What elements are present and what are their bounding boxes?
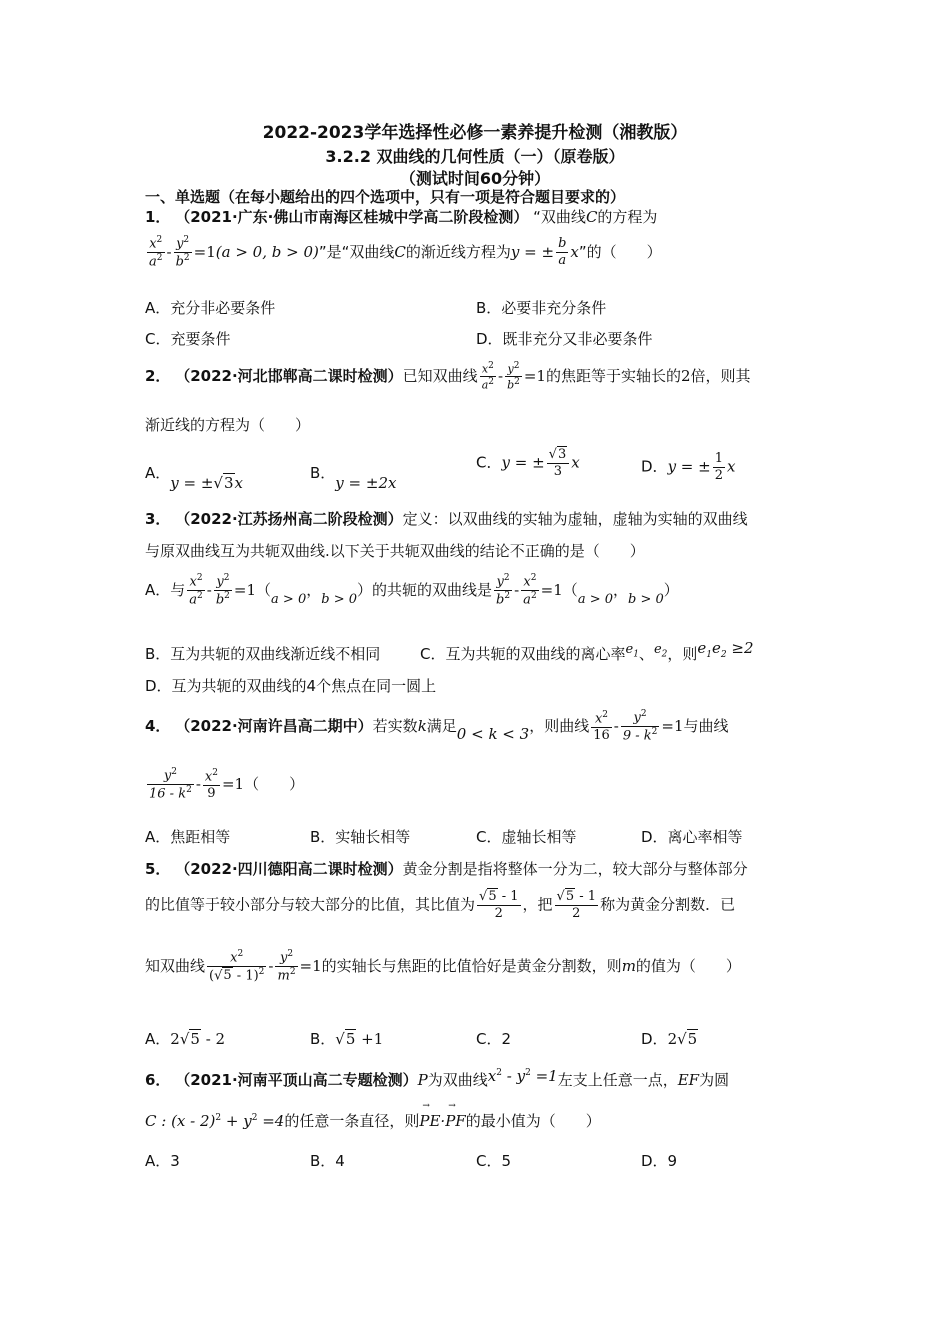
question-4-line-2: $\frac{y^2}{16 - k^2}$ - $\frac{x^2}{9}$ =1（ ） <box>149 767 305 802</box>
option-label: B． <box>310 464 336 482</box>
question-text: ”是“双曲线 <box>318 242 395 261</box>
math-var: P <box>417 1071 428 1089</box>
q3-option-b[interactable]: B．互为共轭的双曲线渐近线不相同 <box>145 645 381 663</box>
fraction: $\frac{√5 - 1}{2}$ <box>556 889 597 921</box>
question-text: 已知双曲线 <box>402 367 478 386</box>
option-label: D． <box>641 457 668 476</box>
q1-option-b[interactable]: B．必要非充分条件 <box>476 299 607 317</box>
question-source: （2022·四川德阳高二课时检测） <box>175 860 403 878</box>
q2-option-d[interactable]: D．y = ± $\frac{1}{2}$ x <box>641 451 736 483</box>
question-number: 6． <box>145 1071 171 1089</box>
fraction: $\frac{y^2}{9 - k^2}$ <box>622 709 658 744</box>
math-condition: (a > 0, b > 0) <box>215 242 319 261</box>
q1-option-c[interactable]: C．充要条件 <box>145 330 231 348</box>
fraction: $\frac{√5 - 1}{2}$ <box>479 889 519 921</box>
q3-option-a[interactable]: A．与 $\frac{x^2}{a^2}$ - $\frac{y^2}{b^2}$ =1（a > 0，b > 0）的共轭的双曲线是 $\frac{y^2}{b^2}$ - $\frac{x^2}{a^2}$ =1（a > 0，b > 0） <box>145 573 679 608</box>
question-text: ，则曲线 <box>529 716 590 735</box>
math-var: m <box>621 956 636 975</box>
question-text: 的任意一条直径，则 <box>284 1112 420 1130</box>
q3-option-d[interactable]: D．互为共轭的双曲线的4个焦点在同一圆上 <box>145 677 437 695</box>
question-text: 的最小值为（ ） <box>465 1112 601 1130</box>
question-text: 称为黄金分割数．已 <box>600 895 736 914</box>
question-text: 的焦距等于实轴长的 <box>545 367 681 386</box>
question-text: 为圆 <box>699 1071 730 1089</box>
question-text: “双曲线 <box>533 208 586 226</box>
math-var: k <box>417 716 427 735</box>
question-number: 1． <box>145 208 171 226</box>
q4-option-c[interactable]: C．虚轴长相等 <box>476 828 577 846</box>
q5-option-d[interactable]: D．2√5 <box>641 1030 698 1048</box>
q2-option-b[interactable]: B．y = ±2x <box>310 464 397 492</box>
fraction: $\frac{y^2}{b^2}$ <box>215 573 230 608</box>
math-asymptote: y = ± <box>510 242 555 261</box>
question-text: 为双曲线 <box>427 1071 488 1089</box>
question-text: 与曲线 <box>683 716 729 735</box>
q6-option-a[interactable]: A．3 <box>145 1152 180 1170</box>
option-label: C． <box>476 453 502 472</box>
fraction: $\frac{x^2}{a^2}$ <box>481 361 494 392</box>
question-5-line-3: 知双曲线 $\frac{x^2}{(√5 - 1)^2}$ - $\frac{y^2}{m^2}$ =1的实轴长与焦距的比值恰好是黄金分割数，则m的值为（ ） <box>145 949 741 984</box>
option-label: A． <box>145 1030 171 1048</box>
q5-option-c[interactable]: C．2 <box>476 1030 512 1048</box>
question-1-line-1 <box>145 206 657 227</box>
q6-option-c[interactable]: C．5 <box>476 1152 512 1170</box>
question-5-line-1 <box>145 858 748 879</box>
question-number: 4． <box>145 716 171 735</box>
question-source: （2022·江苏扬州高二阶段检测） <box>175 510 403 528</box>
q4-option-d[interactable]: D．离心率相等 <box>641 828 743 846</box>
q6-option-b[interactable]: B．4 <box>310 1152 345 1170</box>
option-label: B． <box>310 1030 336 1048</box>
question-text: 的值为（ ） <box>635 956 741 975</box>
fraction: $\frac{y^2}{b^2}$ <box>496 573 511 608</box>
document-subtitle: 3.2.2 双曲线的几何性质（一）（原卷版） <box>325 147 625 166</box>
question-source: （2022·河北邯郸高二课时检测） <box>175 367 403 386</box>
fraction: $\frac{y^2}{16 - k^2}$ <box>149 767 192 802</box>
fraction: $\frac{b}{a}$ <box>558 236 567 268</box>
fraction: $\frac{√3}{3}$ <box>547 448 570 478</box>
option-text: 的共轭的双曲线是 <box>372 580 493 599</box>
q6-option-d[interactable]: D．9 <box>641 1152 678 1170</box>
math-var: C <box>394 242 406 261</box>
q5-option-a[interactable]: A．2√5 - 2 <box>145 1030 226 1048</box>
fraction: $\frac{x^2}{(√5 - 1)^2}$ <box>209 949 265 984</box>
question-1-line-2: $\frac{x^2}{a^2}$ - $\frac{y^2}{b^2}$ =1(a > 0, b > 0)”是“双曲线C的渐近线方程为y = ± $\frac{b}{a}$ x”的（ ） <box>149 235 662 270</box>
q4-option-b[interactable]: B．实轴长相等 <box>310 828 411 846</box>
q2-option-c[interactable]: C．y = ± $\frac{√3}{3}$ x <box>476 447 580 479</box>
fraction: $\frac{x^2}{a^2}$ <box>149 235 163 270</box>
option-text: ，则 <box>667 645 698 663</box>
question-number: 2． <box>145 367 171 386</box>
question-text: （ ） <box>244 774 305 793</box>
question-text: 的渐近线方程为 <box>405 242 511 261</box>
question-6-line-1: 6． （2021·河南平顶山高二专题检测）P为双曲线$x^2 - y^2 =1$左支上任意一点，EF为圆 <box>145 1067 730 1089</box>
question-number: 3． <box>145 510 171 528</box>
test-time: （测试时间60分钟） <box>399 169 551 188</box>
fraction: $\frac{x^2}{16}$ <box>593 709 610 743</box>
question-2-line-1: 2． （2022·河北邯郸高二课时检测）已知双曲线 $\frac{x^2}{a^2}$ - $\frac{y^2}{b^2}$ =1的焦距等于实轴长的2倍，则其 <box>145 361 751 392</box>
fraction: $\frac{x^2}{9}$ <box>204 767 218 801</box>
question-text: 的方程为 <box>597 208 658 226</box>
question-text: 定义：以双曲线的实轴为虚轴，虚轴为实轴的双曲线 <box>402 510 748 528</box>
option-label: A． <box>145 464 171 482</box>
option-text: A．与 <box>145 580 186 599</box>
question-text: 知双曲线 <box>145 956 206 975</box>
question-text: 的比值等于较小部分与较大部分的比值，其比值为 <box>145 895 476 914</box>
question-text: 的实轴长与焦距的比值恰好是黄金分割数，则 <box>321 956 622 975</box>
option-label: D． <box>641 1030 668 1048</box>
question-4-line-1: 4． （2022·河南许昌高二期中）若实数k满足0 < k < 3，则曲线 $\frac{x^2}{16}$ - $\frac{y^2}{9 - k^2}$ =1与曲线 <box>145 709 729 744</box>
fraction: $\frac{x^2}{a^2}$ <box>189 573 203 608</box>
question-source: （2022·河南许昌高二期中） <box>175 716 373 735</box>
question-text: ”的（ ） <box>578 242 662 261</box>
fraction: $\frac{y^2}{b^2}$ <box>175 235 190 270</box>
question-3-line-2: 与原双曲线互为共轭双曲线.以下关于共轭双曲线的结论不正确的是（ ） <box>145 542 645 560</box>
option-text: C．互为共轭的双曲线的离心率 <box>420 645 626 663</box>
fraction: $\frac{y^2}{b^2}$ <box>507 361 520 392</box>
document-title: 2022-2023学年选择性必修一素养提升检测（湘教版） <box>262 123 688 143</box>
q4-option-a[interactable]: A．焦距相等 <box>145 828 231 846</box>
question-text: 黄金分割是指将整体一分为二，较大部分与整体部分 <box>402 860 748 878</box>
question-text: 倍，则其 <box>690 367 751 386</box>
question-source: （2021·广东·佛山市南海区桂城中学高二阶段检测） <box>175 208 529 226</box>
q1-option-a[interactable]: A．充分非必要条件 <box>145 299 276 317</box>
math-var: C <box>585 208 598 226</box>
question-number: 5． <box>145 860 171 878</box>
question-5-line-2 <box>145 890 735 920</box>
question-source: （2021·河南平顶山高二专题检测） <box>175 1071 418 1089</box>
question-text: 若实数 <box>372 716 418 735</box>
fraction: $\frac{y^2}{m^2}$ <box>277 949 296 984</box>
question-text: 左支上任意一点， <box>557 1071 678 1089</box>
math-number: 2 <box>680 367 691 386</box>
math-var: EF <box>677 1071 700 1089</box>
question-text: 满足 <box>426 716 457 735</box>
q2-option-a[interactable]: A．y = ±√3x <box>145 464 243 492</box>
question-6-line-2: C : $(x - 2)^2 + y^2 =4$的任意一条直径，则→ PE·→ PF的最小值为（ ） <box>145 1110 601 1131</box>
question-3-line-1 <box>145 508 748 529</box>
section-heading: 一、单选题（在每小题给出的四个选项中，只有一项是符合题目要求的） <box>145 188 626 206</box>
question-text: ，把 <box>522 895 553 914</box>
q3-option-c[interactable]: C．互为共轭的双曲线的离心率$e_1$、$e_2$，则$e_1e_2 \ge 2$ <box>420 639 754 663</box>
question-2-line-2: 渐近线的方程为（ ） <box>145 416 311 434</box>
q5-option-b[interactable]: B．√5 +1 <box>310 1030 384 1048</box>
q1-option-d[interactable]: D．既非充分又非必要条件 <box>476 330 653 348</box>
fraction: $\frac{1}{2}$ <box>714 451 723 483</box>
fraction: $\frac{x^2}{a^2}$ <box>523 573 537 608</box>
